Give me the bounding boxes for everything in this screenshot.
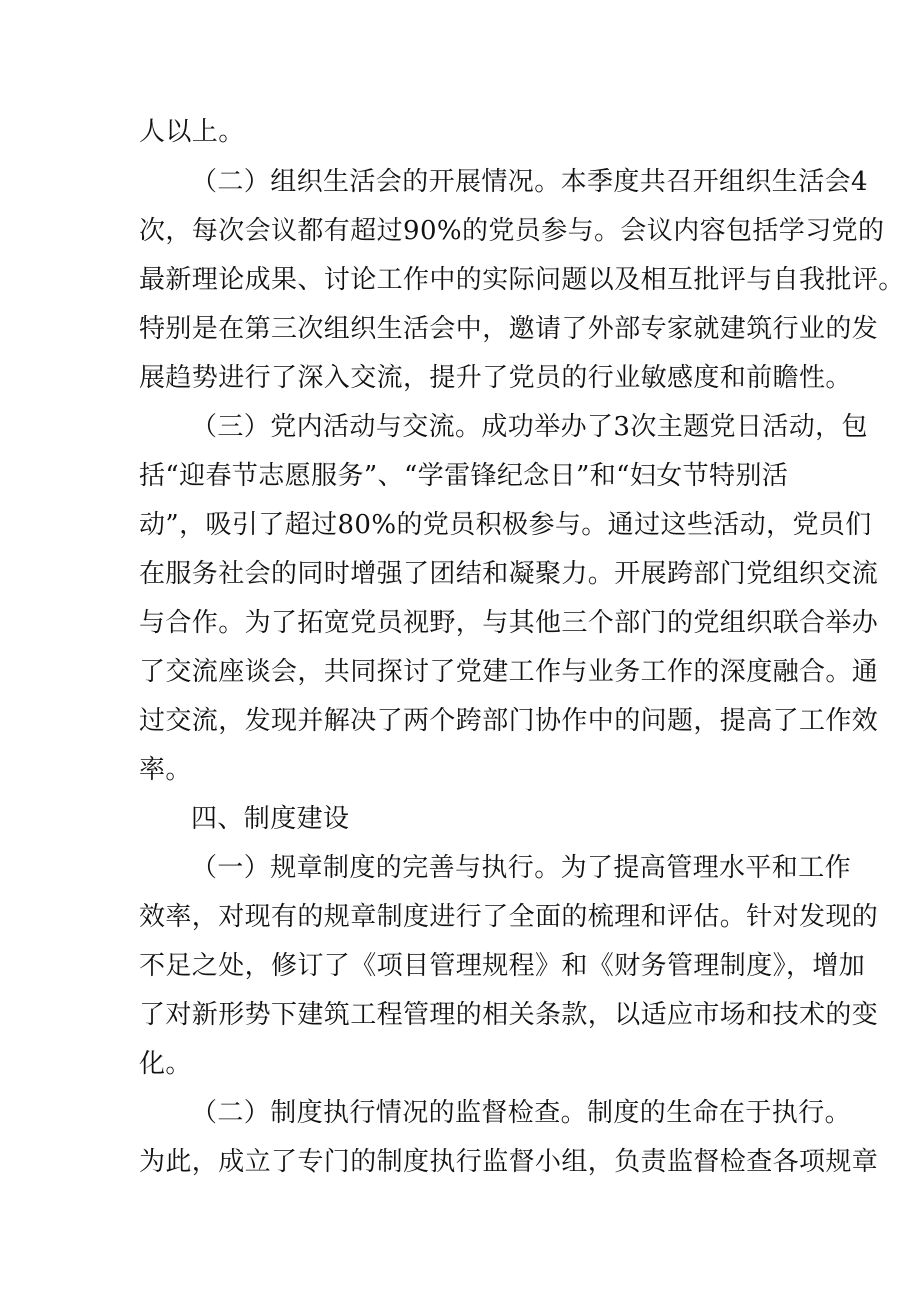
text-line: 率。 [139, 755, 192, 785]
section-heading: 四、制度建设 [191, 804, 350, 834]
text-line: 在服务社会的同时增强了团结和凝聚力。开展跨部门党组织交流 [139, 559, 879, 589]
paragraph-start-line: （二）组织生活会的开展情况。本季度共召开组织生活会4 [191, 167, 868, 197]
paragraph-start-line: （二）制度执行情况的监督检查。制度的生命在于执行。 [191, 1098, 852, 1128]
text-line: 最新理论成果、讨论工作中的实际问题以及相互批评与自我批评。 [139, 265, 905, 295]
text-line: 了交流座谈会，共同探讨了党建工作与业务工作的深度融合。通 [139, 657, 879, 687]
text-line: 人以上。 [139, 117, 245, 147]
text-line: 动”，吸引了超过80%的党员积极参与。通过这些活动，党员们 [139, 510, 872, 540]
text-line: 展趋势进行了深入交流，提升了党员的行业敏感度和前瞻性。 [139, 363, 852, 393]
paragraph-start-line: （一）规章制度的完善与执行。为了提高管理水平和工作 [191, 853, 852, 883]
text-line: 为此，成立了专门的制度执行监督小组，负责监督检查各项规章 [139, 1147, 879, 1177]
paragraph-start-line: （三）党内活动与交流。成功举办了3次主题党日活动，包 [191, 412, 868, 442]
text-line: 了对新形势下建筑工程管理的相关条款，以适应市场和技术的变 [139, 1000, 879, 1030]
text-line: 与合作。为了拓宽党员视野，与其他三个部门的党组织联合举办 [139, 608, 879, 638]
text-line: 不足之处，修订了《项目管理规程》和《财务管理制度》，增加 [139, 951, 866, 981]
text-line: 特别是在第三次组织生活会中，邀请了外部专家就建筑行业的发 [139, 314, 879, 344]
text-line: 过交流，发现并解决了两个跨部门协作中的问题，提高了工作效 [139, 706, 879, 736]
text-line: 效率，对现有的规章制度进行了全面的梳理和评估。针对发现的 [139, 902, 879, 932]
text-line: 括“迎春节志愿服务”、“学雷锋纪念日”和“妇女节特别活 [139, 461, 789, 491]
text-line: 次，每次会议都有超过90%的党员参与。会议内容包括学习党的 [139, 216, 885, 246]
text-line: 化。 [139, 1049, 192, 1079]
